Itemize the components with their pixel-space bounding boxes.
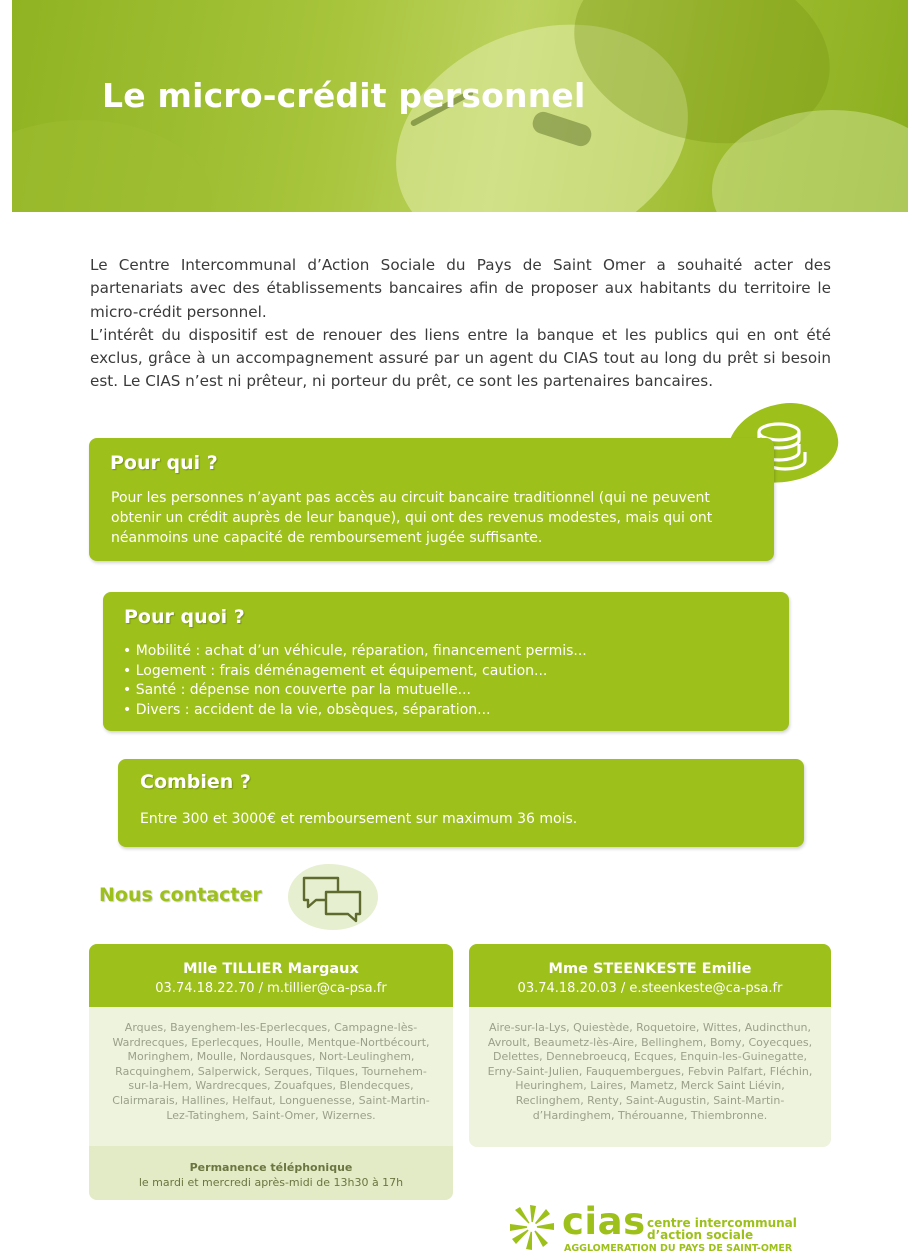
- page-title: Le micro-crédit personnel: [102, 76, 586, 115]
- pour-quoi-title: Pour quoi ?: [124, 606, 245, 628]
- list-item: • Santé : dépense non couverte par la mutuelle...: [123, 682, 471, 698]
- combien-title: Combien ?: [140, 771, 251, 793]
- pour-qui-box: [89, 438, 774, 561]
- permanence-text: le mardi et mercredi après-midi de 13h30 à 17h: [138, 1176, 404, 1189]
- contact-title: Nous contacter: [99, 884, 262, 906]
- combien-box: [118, 759, 804, 847]
- logo-line-2: d’action sociale: [647, 1228, 754, 1242]
- pour-qui-title: Pour qui ?: [110, 452, 218, 474]
- contact-name: Mme STEENKESTE Emilie: [548, 961, 752, 977]
- intro-text: [90, 254, 831, 394]
- chat-bubbles-icon: [300, 872, 364, 924]
- pour-quoi-box: [103, 592, 789, 731]
- intro-paragraph-1: Le Centre Intercommunal d’Action Sociale du Pays de Saint Omer a souhaité acter des partenariats avec des établissements bancaires afin de proposer aux habitants du territoire le micro-crédit personnel.: [90, 256, 831, 321]
- list-item: • Mobilité : achat d’un véhicule, réparation, financement permis...: [123, 643, 587, 659]
- contact-card-steenkeste: [469, 944, 831, 1147]
- contact-phone-email[interactable]: 03.74.18.20.03 / e.steenkeste@ca-psa.fr: [517, 981, 783, 996]
- pour-qui-text: Pour les personnes n’ayant pas accès au circuit bancaire traditionnel (qui ne peuvent obtenir un crédit auprès de leur banque), qui ont des revenus modestes, mais qui ont néanmoins une capacité de remboursement jugée suffisante.: [111, 490, 713, 546]
- combien-text: Entre 300 et 3000€ et remboursement sur maximum 36 mois.: [140, 811, 578, 827]
- contact-card-header: [469, 944, 831, 1007]
- permanence-title: Permanence téléphonique: [189, 1161, 353, 1174]
- contact-card-header: [89, 944, 453, 1007]
- permanence-block: [89, 1146, 453, 1200]
- hero-banner: [12, 0, 908, 212]
- list-item: • Logement : frais déménagement et équipement, caution...: [123, 662, 548, 679]
- contact-phone-email[interactable]: 03.74.18.22.70 / m.tillier@ca-psa.fr: [155, 981, 387, 996]
- contact-communes: Aire-sur-la-Lys, Quiestède, Roquetoire, Wittes, Audincthun, Avroult, Beaumetz-lès-Aire, Bellinghem, Bomy, Coyecques, Delettes, Dennebroeucq, Ecques, Enquin-les-Guinegatte, Erny-Saint-Julien, Fauquembergues, Febvin Palfart, Fléchin, Heuringhem, Laires, Mametz, Merck Saint Liévin, Reclinghem, Renty, Saint-Augustin, Saint-Martin-d’Hardinghem, Thérouanne, Thiembronne.: [487, 1021, 813, 1122]
- hero-photo-desk: [12, 120, 212, 212]
- contact-communes: Arques, Bayenghem-les-Eperlecques, Campagne-lès-Wardrecques, Eperlecques, Houlle, Mentque-Nortbécourt, Moringhem, Moulle, Nordausques, Nort-Leulinghem, Racquinghem, Salperwick, Serques, Tilques, Tournehem-sur-la-Hem, Wardrecques, Zouafques, Blendecques, Clairmarais, Hallines, Helfaut, Longuenesse, Saint-Martin-Lez-Tatinghem, Saint-Omer, Wizernes.: [112, 1021, 430, 1122]
- logo-wordmark: cias: [562, 1200, 646, 1243]
- list-item: • Divers : accident de la vie, obsèques, séparation...: [123, 701, 491, 718]
- cias-star-icon: [508, 1203, 556, 1251]
- pour-quoi-list: [123, 642, 587, 720]
- intro-paragraph-2: L’intérêt du dispositif est de renouer des liens entre la banque et les publics qui en ont été exclus, grâce à un accompagnement assuré par un agent du CIAS tout au long du prêt si besoin est. Le CIAS n’est ni prêteur, ni porteur du prêt, ce sont les partenaires bancaires.: [90, 325, 831, 391]
- logo-line-1: centre intercommunal: [647, 1216, 797, 1230]
- contact-name: Mlle TILLIER Margaux: [183, 961, 359, 977]
- logo-line-3: AGGLOMERATION DU PAYS DE SAINT-OMER: [564, 1243, 793, 1254]
- contact-card-tillier: [89, 944, 453, 1200]
